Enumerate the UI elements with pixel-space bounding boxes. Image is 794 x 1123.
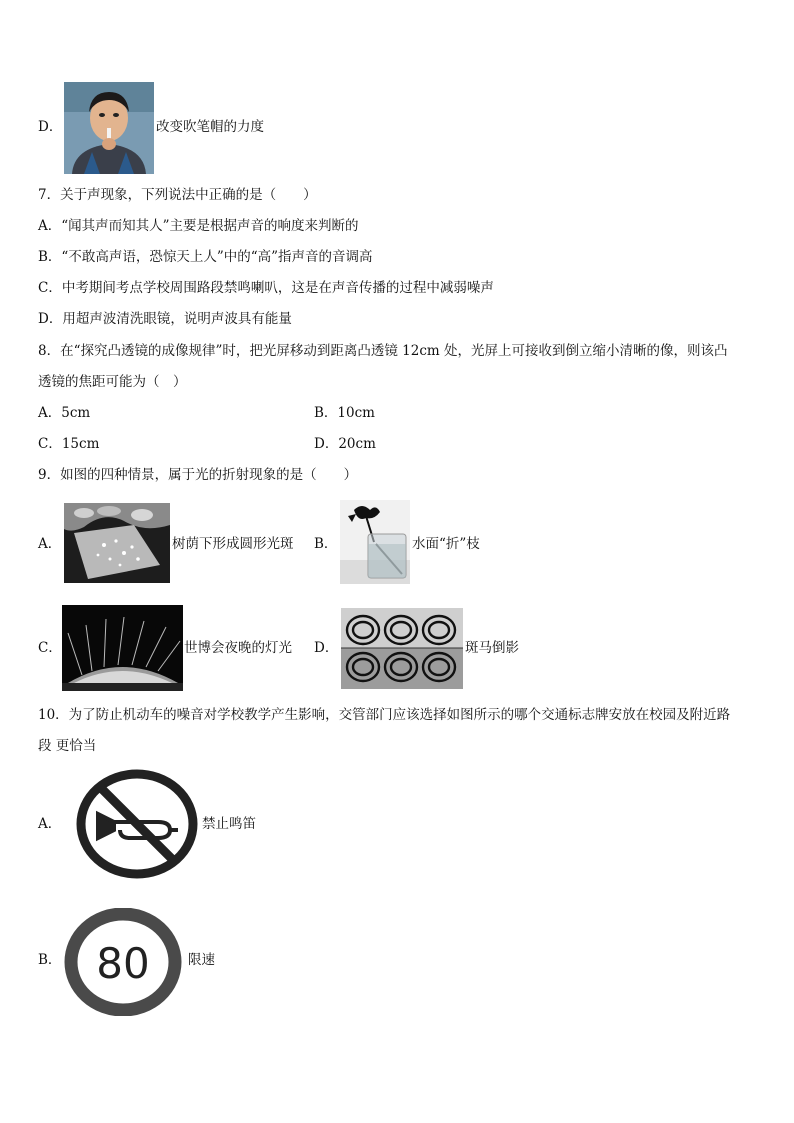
q9-option-d-letter: D．: [314, 640, 339, 656]
speed-limit-sign: [64, 908, 182, 1016]
q8-stem-line2: 透镜的焦距可能为（ ）: [38, 374, 187, 390]
expo-night-lights-photo: [62, 605, 183, 691]
q7-option-d: D．用超声波清洗眼镜，说明声波具有能量: [38, 311, 292, 327]
q10-option-b-letter: B．: [38, 952, 62, 968]
q9-option-a-letter: A．: [38, 536, 62, 552]
q6-option-d-text: 改变吹笔帽的力度: [156, 119, 264, 135]
q8-stem-line1: 8．在“探究凸透镜的成像规律”时，把光屏移动到距离凸透镜 12cm 处，光屏上可接收到倒立缩小清晰的像，则该凸: [38, 343, 728, 359]
q9-stem: 9．如图的四种情景，属于光的折射现象的是（ ）: [38, 467, 358, 483]
q8-option-d: D．20cm: [314, 436, 376, 452]
q9-option-c-text: 世博会夜晚的灯光: [184, 640, 292, 656]
q7-option-c: C．中考期间考点学校周围路段禁鸣喇叭，这是在声音传播的过程中减弱噪声: [38, 280, 494, 296]
q7-stem: 7．关于声现象，下列说法中正确的是（ ）: [38, 187, 317, 203]
q8-option-a: A．5cm: [38, 405, 91, 421]
q10-stem-line2: 段 更恰当: [38, 738, 97, 754]
q9-option-b-text: 水面“折”枝: [412, 536, 480, 552]
q9-option-c-letter: C．: [38, 640, 62, 656]
q9-option-b-letter: B．: [314, 536, 338, 552]
q10-option-a-text: 禁止鸣笛: [202, 816, 256, 832]
tree-shade-light-spots-photo: [64, 503, 170, 583]
speed-limit-number: 80: [96, 939, 150, 988]
q9-option-a-text: 树荫下形成圆形光斑: [172, 536, 294, 552]
q8-option-b: B．10cm: [314, 405, 375, 421]
q8-option-c: C．15cm: [38, 436, 100, 452]
boy-photo: [64, 82, 154, 174]
no-honking-sign: [74, 768, 200, 880]
q7-option-b: B．“不敢高声语，恐惊天上人”中的“高”指声音的音调高: [38, 249, 373, 265]
q7-option-a: A．“闻其声而知其人”主要是根据声音的响度来判断的: [38, 218, 359, 234]
q10-option-a-letter: A．: [38, 816, 62, 832]
zebra-reflection-photo: [341, 608, 463, 689]
q9-option-d-text: 斑马倒影: [465, 640, 519, 656]
q6-option-d-letter: D．: [38, 119, 63, 135]
q10-option-b-text: 限速: [188, 952, 215, 968]
pencil-in-water-glass-photo: [340, 500, 410, 584]
q10-stem-line1: 10．为了防止机动车的噪音对学校教学产生影响，交管部门应该选择如图所示的哪个交通标志牌安放在校园及附近路: [38, 707, 731, 723]
